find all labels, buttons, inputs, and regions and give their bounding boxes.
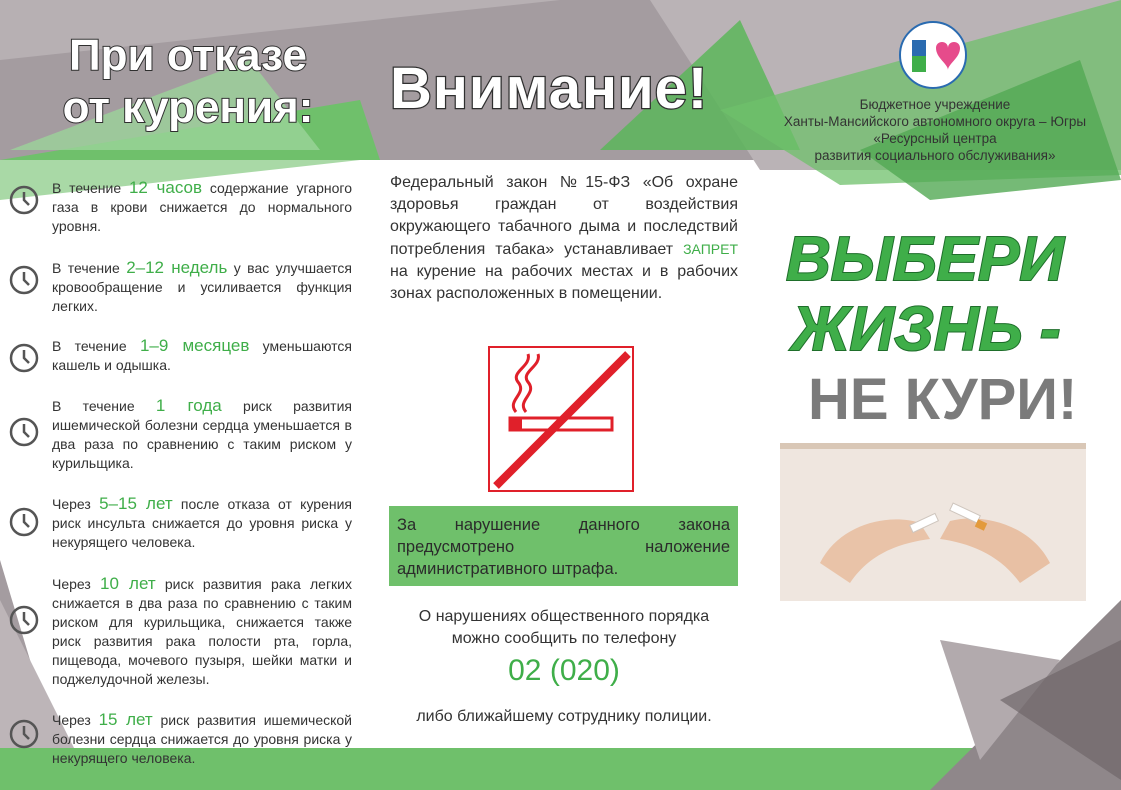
breaking-cigarette-photo [780,443,1086,601]
organization-logo [898,20,968,90]
org-line-2: Ханты-Мансийского автономного округа – Югры [783,114,1087,129]
org-line-3: «Ресурсный центра [873,131,997,146]
slogan-line-2: ЖИЗНЬ - [792,295,1061,364]
slogan-line-3: НЕ КУРИ! [808,367,1078,432]
report-text [390,606,738,650]
fact-text: Через 10 лет риск развития рака легких снижается в два раза по сравнению с таким риском для курильщика, снижается также риск развития рака полости рта, горла, пищевода, мочевого пузыря, шейки матки и поджелудочной железы. [52,574,352,687]
fine-text: За нарушение данного закона предусмотрено наложение административного штрафа. [397,516,730,578]
title-line-2: от курения: [62,83,314,132]
fact-text: В течение 12 часов содержание угарного газа в крови снижается до нормального уровня. [52,178,352,234]
org-line-1: Бюджетное учреждение [859,97,1011,112]
police-text: либо ближайшему сотруднику полиции. [416,708,712,725]
report-line-2: можно сообщить по телефону [451,630,677,647]
organization-name [760,96,1110,164]
phone-number[interactable]: 02 (020) [508,654,620,687]
clock-icon [8,416,40,448]
report-line-1: О нарушениях общественного порядка [418,608,710,625]
org-line-4: развития социального обслуживания» [814,148,1056,163]
clock-icon [8,184,40,216]
title-line-1: При отказе [69,31,307,80]
clock-icon [8,264,40,296]
fact-text: В течение 1 года риск развития ишемической болезни сердца уменьшается в два раза по сравнению с таким риском у курильщика. [52,396,352,471]
clock-icon [8,718,40,750]
section-title-quit-smoking [18,30,358,134]
fact-text: В течение 1–9 месяцев уменьшаются кашель и одышка. [52,336,352,373]
no-smoking-icon [488,346,634,492]
clock-icon [8,342,40,374]
federal-law-text: Федеральный закон №15-ФЗ «Об охране здоровья граждан от воздействия окружающего табачного дыма и последствий потребления табака» устанавливает ЗАПРЕТ на курение на рабочих местах и в рабочих зонах расположенных в помещении. [390,174,738,302]
fact-text: Через 15 лет риск развития ишемической болезни сердца снижается до уровня риска у некурящего человека. [52,710,352,766]
fine-notice [389,506,738,586]
clock-icon [8,604,40,636]
slogan-line-1: ВЫБЕРИ [786,225,1064,294]
section-title-attention: Внимание! [390,56,709,121]
fact-text: Через 5–15 лет после отказа от курения риск инсульта снижается до уровня риска у некурящего человека. [52,494,352,550]
fact-text: В течение 2–12 недель у вас улучшается кровообращение и усиливается функция легких. [52,258,352,314]
clock-icon [8,506,40,538]
